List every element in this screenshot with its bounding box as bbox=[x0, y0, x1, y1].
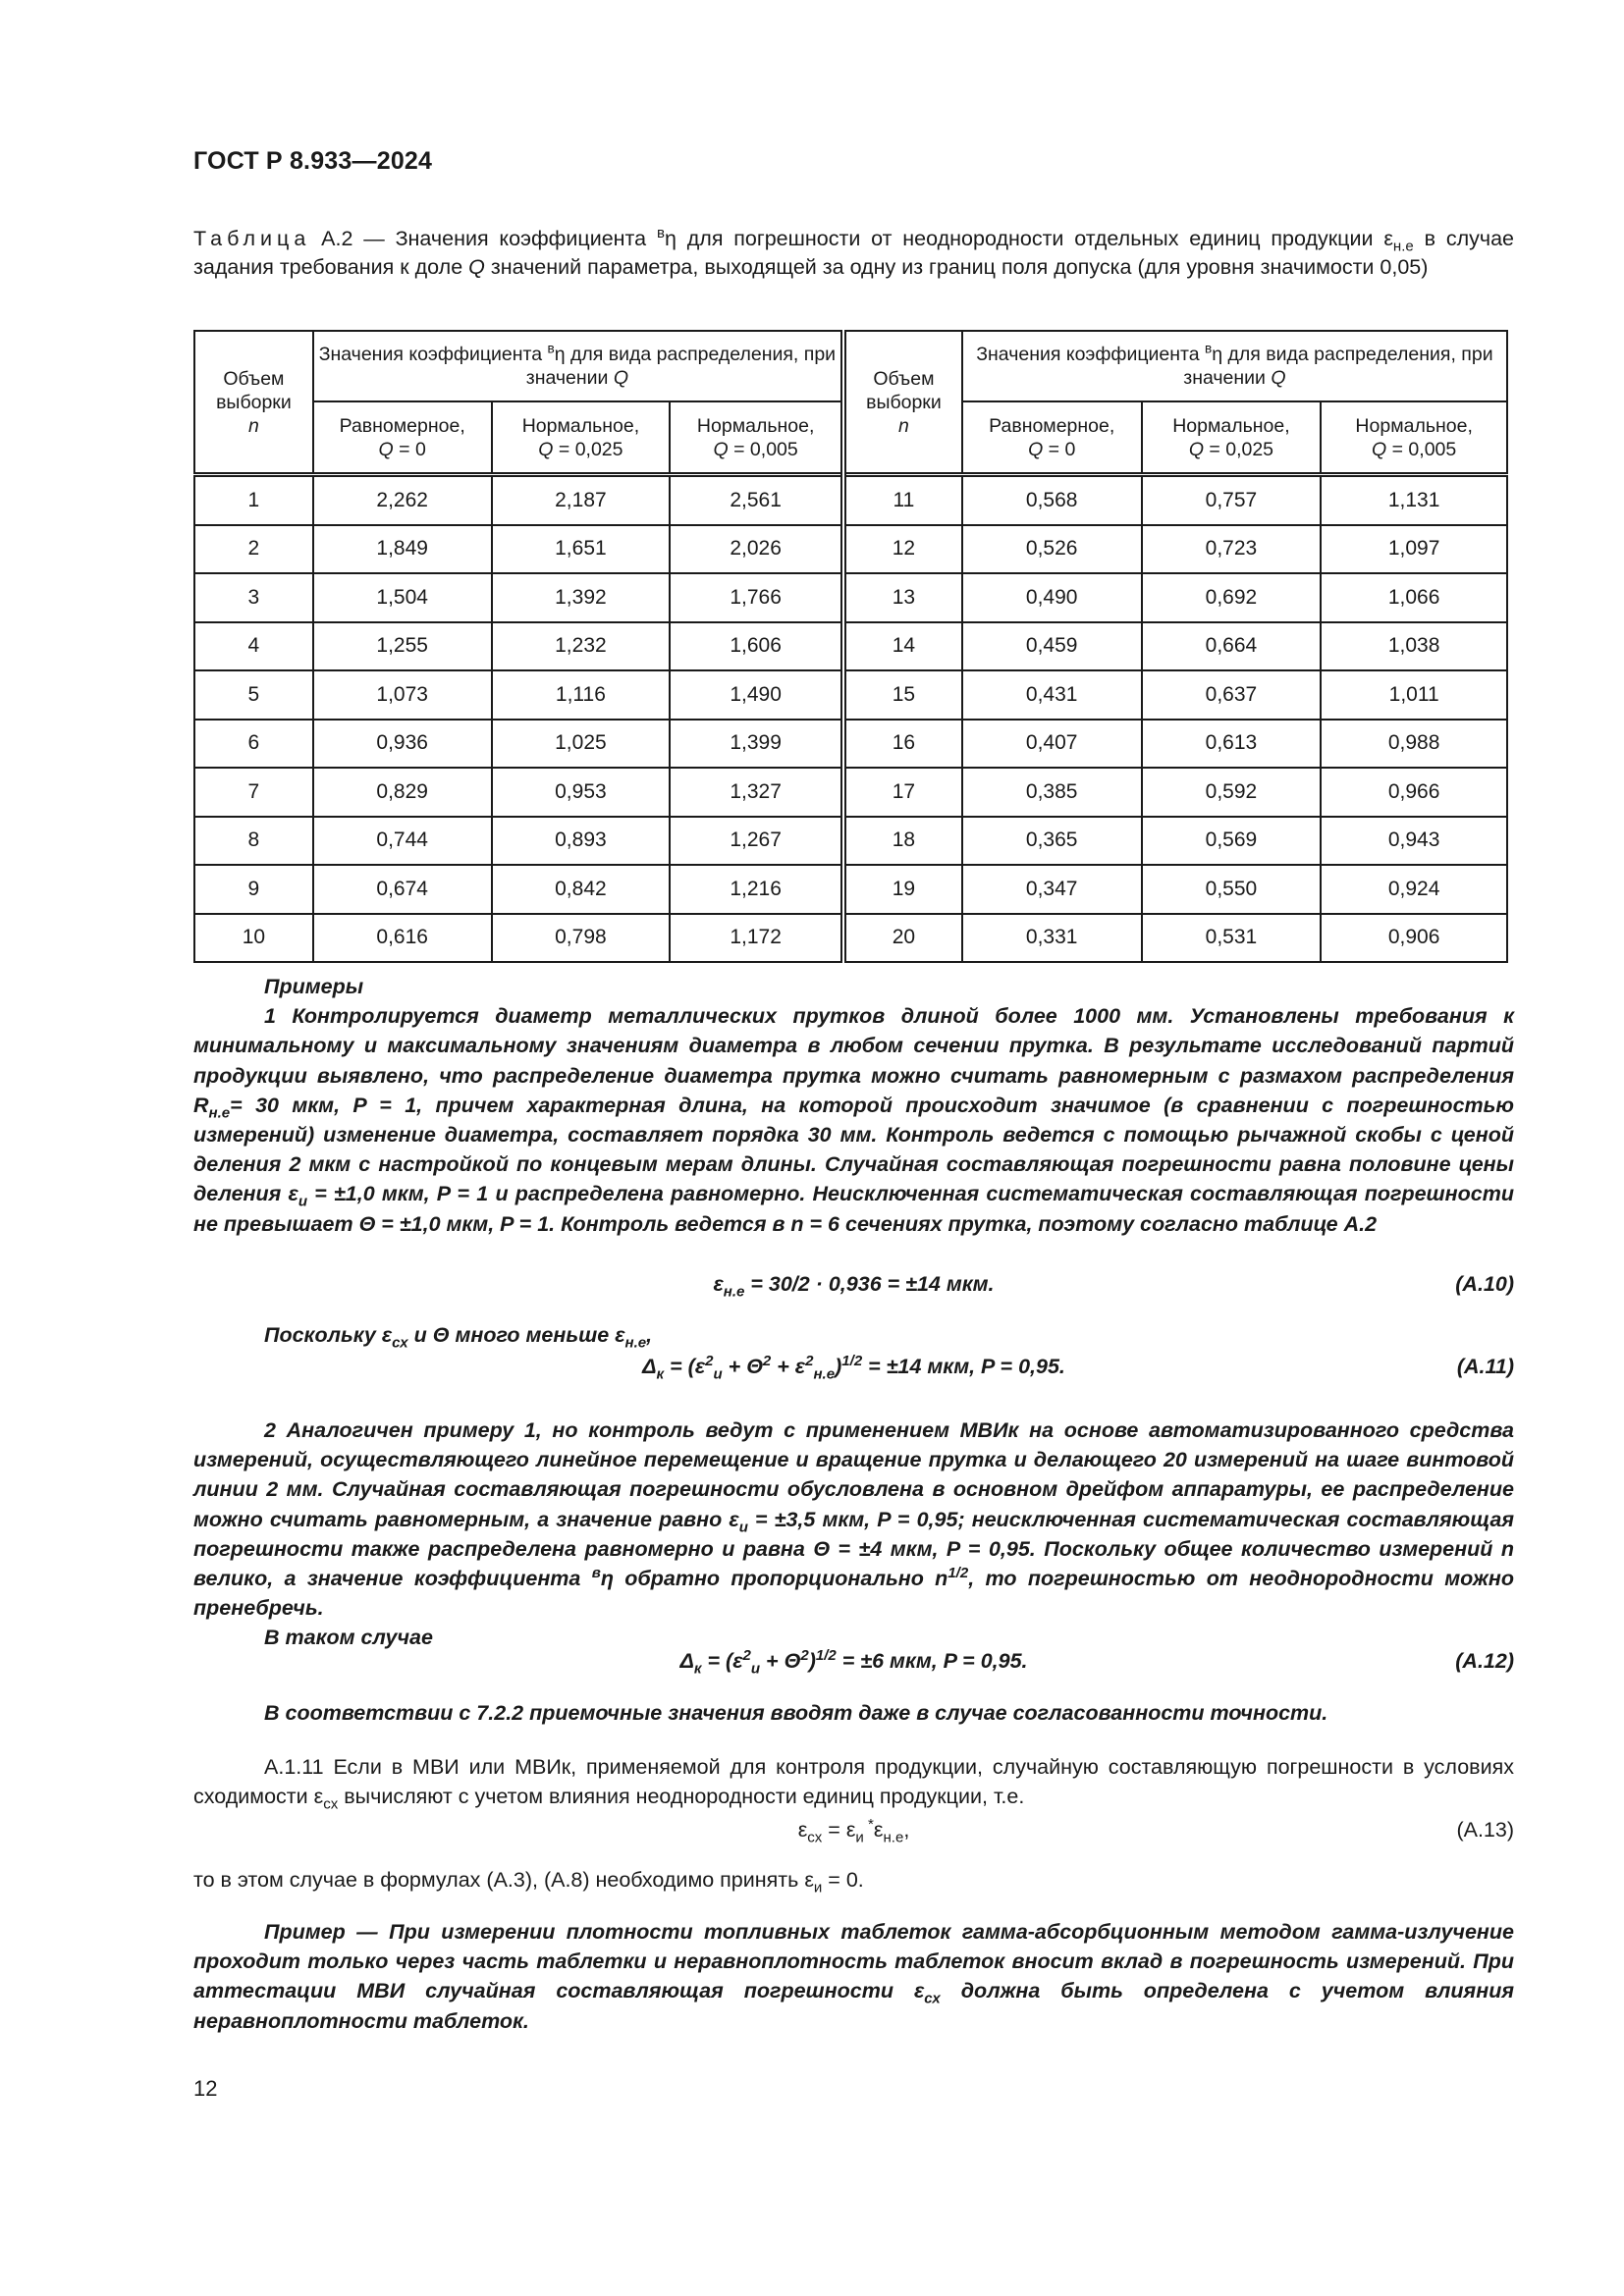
subheader-label: Нормальное, bbox=[696, 414, 815, 437]
document-header: ГОСТ Р 8.933—2024 bbox=[193, 147, 433, 175]
eps-subscript: сх bbox=[924, 1990, 941, 2007]
example-text: = 30 мкм, P = 1, причем характерная длина, на которой происходит значимое (в сравнении с погрешностью измерений) изменение диаметра, составляет порядка 30 мм. Контроль ведется с помощью рычажной скобы с ценой деления 2 мкм с настройкой по концевым мерам длины. Случайная составляющая погрешности равна половине цены деления bbox=[193, 1093, 1514, 1206]
header-group bbox=[962, 331, 1507, 401]
eps-symbol: ε bbox=[313, 1785, 324, 1809]
subheader-value: = 0 bbox=[1043, 438, 1076, 460]
coefficient-cell: 1,504 bbox=[313, 573, 492, 622]
eps-subscript: сх bbox=[323, 1795, 339, 1813]
formula-number: (А.12) bbox=[1455, 1649, 1514, 1673]
table-row bbox=[194, 914, 1507, 963]
coefficient-cell: 1,849 bbox=[313, 525, 492, 574]
formula-expression bbox=[193, 1272, 1514, 1301]
coefficient-cell: 1,038 bbox=[1321, 622, 1507, 671]
table-row bbox=[194, 865, 1507, 914]
eps-subscript: и bbox=[855, 1829, 864, 1846]
coefficient-cell: 1,766 bbox=[670, 573, 843, 622]
power: 1/2 bbox=[815, 1646, 837, 1664]
coef-symbol: η bbox=[554, 344, 566, 365]
coefficient-cell: 0,924 bbox=[1321, 865, 1507, 914]
formula-part: + ε bbox=[771, 1355, 806, 1378]
coefficient-cell: 0,798 bbox=[492, 914, 671, 963]
example-2-text bbox=[193, 1415, 1514, 1623]
r-symbol: R bbox=[193, 1093, 209, 1117]
section-a111-paragraph bbox=[193, 1752, 1514, 1811]
formula-number: (А.11) bbox=[1456, 1355, 1514, 1378]
sample-size-cell: 11 bbox=[843, 475, 962, 525]
subscript: u bbox=[750, 1660, 761, 1678]
coefficient-cell: 1,267 bbox=[670, 817, 843, 866]
coef-superscript: в bbox=[547, 341, 555, 356]
coefficient-cell: 0,664 bbox=[1142, 622, 1322, 671]
subheader-label: Нормальное, bbox=[521, 414, 640, 437]
coefficient-cell: 0,692 bbox=[1142, 573, 1322, 622]
eps-subscript: сх bbox=[392, 1334, 408, 1352]
table-row bbox=[194, 573, 1507, 622]
q-symbol: Q bbox=[538, 438, 554, 460]
formula-expression bbox=[193, 1815, 1514, 1846]
coefficient-cell: 0,829 bbox=[313, 768, 492, 817]
subheader-normal-0025 bbox=[1142, 401, 1322, 475]
coefficient-cell: 1,025 bbox=[492, 720, 671, 769]
header-label: для вида распределения, при значении bbox=[1183, 344, 1493, 389]
sample-size-cell: 7 bbox=[194, 768, 313, 817]
coefficient-cell: 0,637 bbox=[1142, 670, 1322, 720]
section-text: вычисляют с учетом влияния неоднородности единиц продукции, т.е. bbox=[338, 1785, 1025, 1809]
coefficient-cell: 0,674 bbox=[313, 865, 492, 914]
eps-symbol: ε bbox=[913, 1979, 925, 2003]
eps-symbol: ε bbox=[288, 1182, 298, 1206]
q-symbol: Q bbox=[613, 367, 629, 389]
table-row bbox=[194, 622, 1507, 671]
note-text: должна быть определена с учетом влияния неравноплотности таблеток. bbox=[193, 1979, 1515, 2033]
header-label: Значения коэффициента bbox=[318, 344, 548, 365]
formula-number: (А.10) bbox=[1455, 1272, 1514, 1296]
subheader-value: = 0,025 bbox=[553, 438, 623, 460]
coefficient-cell: 0,459 bbox=[962, 622, 1142, 671]
coefficient-cell: 0,365 bbox=[962, 817, 1142, 866]
subheader-normal-0025 bbox=[492, 401, 671, 475]
example-text: = ±3,5 мкм, P = 0,95; неисключенная систематическая составляющая погрешности также распределена равномерно и равна Θ = ±4 мкм, P = 0,95. Поскольку общее количество измерений n велико, а значение коэффициента bbox=[193, 1507, 1514, 1591]
coef-symbol: η bbox=[600, 1567, 614, 1591]
page-number: 12 bbox=[193, 2076, 218, 2101]
sample-size-cell: 13 bbox=[843, 573, 962, 622]
coefficient-cell: 0,569 bbox=[1142, 817, 1322, 866]
formula-part: = (ε bbox=[701, 1649, 743, 1673]
formula-part: = ±14 мкм, P = 0,95. bbox=[862, 1355, 1065, 1378]
sample-size-cell: 1 bbox=[194, 475, 313, 525]
q-symbol: Q bbox=[713, 438, 729, 460]
coefficient-cell: 0,936 bbox=[313, 720, 492, 769]
note-text: Пример — При измерении плотности топливных таблеток гамма-абсорбционным методом гамма-излучение проходит только через часть таблетки и неравноплотность таблеток вносит вклад в погрешность измерений. При аттестации МВИ случайная составляющая погрешности bbox=[193, 1920, 1514, 2003]
coefficient-cell: 0,526 bbox=[962, 525, 1142, 574]
examples-title: Примеры bbox=[264, 975, 364, 998]
q-symbol: Q bbox=[1028, 438, 1044, 460]
sample-size-cell: 19 bbox=[843, 865, 962, 914]
formula-part: + Θ bbox=[760, 1649, 801, 1673]
coefficient-cell: 1,131 bbox=[1321, 475, 1507, 525]
coefficient-cell: 0,943 bbox=[1321, 817, 1507, 866]
example-note-paragraph bbox=[193, 1917, 1514, 2036]
header-label: Объем выборки bbox=[216, 367, 292, 413]
formula-part: = ε bbox=[822, 1818, 856, 1842]
coefficient-cell: 1,172 bbox=[670, 914, 843, 963]
delta-symbol: Δ bbox=[642, 1355, 657, 1378]
coefficient-cell: 2,026 bbox=[670, 525, 843, 574]
sample-size-cell: 5 bbox=[194, 670, 313, 720]
caption-text: — Значения коэффициента bbox=[352, 227, 657, 250]
coefficient-cell: 0,347 bbox=[962, 865, 1142, 914]
formula-part: ) bbox=[835, 1355, 842, 1378]
coefficient-cell: 2,561 bbox=[670, 475, 843, 525]
sample-size-cell: 2 bbox=[194, 525, 313, 574]
formula-expression bbox=[193, 1646, 1514, 1678]
q-symbol: Q bbox=[468, 255, 485, 279]
formula-part: = (ε bbox=[664, 1355, 706, 1378]
section-text: А.1.11 Если в МВИ или МВИк, применяемой для контроля продукции, случайную составляющую погрешности в условиях сходимости bbox=[193, 1755, 1514, 1809]
eps-subscript: н.е bbox=[883, 1829, 904, 1846]
header-label: Значения коэффициента bbox=[976, 344, 1206, 365]
formula-a10 bbox=[193, 1272, 1514, 1304]
table-row bbox=[194, 720, 1507, 769]
since-text-part: , bbox=[646, 1323, 653, 1347]
sample-size-cell: 12 bbox=[843, 525, 962, 574]
example-text: = ±1,0 мкм, P = 1 и распределена равномерно. Неисключенная систематическая составляющая погрешности не превышает Θ = ±1,0 мкм, P = 1. Контроль ведется в n = 6 сечениях прутка, поэтому согласно таблице А.2 bbox=[193, 1182, 1514, 1236]
coefficient-cell: 1,327 bbox=[670, 768, 843, 817]
example-2 bbox=[193, 1415, 1514, 1653]
coefficient-cell: 1,606 bbox=[670, 622, 843, 671]
formula-number: (А.13) bbox=[1456, 1818, 1514, 1842]
coefficient-cell: 1,255 bbox=[313, 622, 492, 671]
coefficient-cell: 0,331 bbox=[962, 914, 1142, 963]
eps-symbol: ε bbox=[729, 1507, 739, 1531]
examples-block bbox=[193, 972, 1514, 1239]
coef-superscript: в bbox=[591, 1564, 601, 1581]
subheader-value: = 0,005 bbox=[1386, 438, 1457, 460]
q-symbol: Q bbox=[1188, 438, 1204, 460]
table-row bbox=[194, 475, 1507, 525]
section-a111 bbox=[193, 1752, 1514, 1811]
coefficient-cell: 0,531 bbox=[1142, 914, 1322, 963]
subscript: н.е bbox=[813, 1365, 836, 1383]
formula-a12 bbox=[193, 1646, 1514, 1681]
sample-size-cell: 6 bbox=[194, 720, 313, 769]
coefficient-cell: 0,906 bbox=[1321, 914, 1507, 963]
caption-text: в случае задания требования к доле bbox=[193, 227, 1514, 279]
eps-subscript: н.е bbox=[723, 1283, 745, 1301]
coefficient-cell: 1,392 bbox=[492, 573, 671, 622]
formula-a11 bbox=[193, 1352, 1514, 1386]
subheader-label: Нормальное, bbox=[1172, 414, 1290, 437]
coefficient-cell: 0,613 bbox=[1142, 720, 1322, 769]
coef-superscript: в bbox=[656, 224, 665, 241]
header-label: для вида распределения, при значении bbox=[525, 344, 837, 389]
table-row bbox=[194, 817, 1507, 866]
subheader-value: = 0,025 bbox=[1204, 438, 1274, 460]
coefficient-cell: 2,187 bbox=[492, 475, 671, 525]
sample-size-cell: 8 bbox=[194, 817, 313, 866]
coefficient-cell: 0,407 bbox=[962, 720, 1142, 769]
example-1 bbox=[193, 1001, 1514, 1239]
r-subscript: н.е bbox=[208, 1104, 231, 1122]
table-row bbox=[194, 670, 1507, 720]
sample-size-cell: 9 bbox=[194, 865, 313, 914]
table-row bbox=[194, 525, 1507, 574]
since-text bbox=[193, 1320, 1514, 1350]
header-label: Объем выборки bbox=[866, 367, 942, 413]
example-text: 1 Контролируется диаметр металлических прутков длиной более 1000 мм. Установлены требования к минимальному и максимальному значениям диаметра в любом сечении прутка. В результате исследований партий продукции выявлено, что распределение диаметра прутка можно считать равномерным с размахом распределения bbox=[193, 1004, 1514, 1088]
coefficient-cell: 0,550 bbox=[1142, 865, 1322, 914]
coefficient-cell: 0,953 bbox=[492, 768, 671, 817]
coefficient-cell: 0,723 bbox=[1142, 525, 1322, 574]
sample-size-cell: 14 bbox=[843, 622, 962, 671]
coefficient-cell: 0,893 bbox=[492, 817, 671, 866]
formula-rhs: = 30/2 · 0,936 = ±14 мкм. bbox=[744, 1272, 995, 1296]
power: 2 bbox=[800, 1646, 809, 1664]
eps-symbol: ε bbox=[797, 1818, 808, 1842]
q-symbol: Q bbox=[378, 438, 394, 460]
eps-subscript: и bbox=[813, 1879, 823, 1896]
delta-subscript: к bbox=[656, 1365, 665, 1383]
eps-subscript: н.е bbox=[624, 1334, 647, 1352]
subheader-normal-0005 bbox=[670, 401, 843, 475]
subheader-label: Равномерное, bbox=[989, 414, 1115, 437]
coefficient-cell: 0,744 bbox=[313, 817, 492, 866]
sample-size-cell: 3 bbox=[194, 573, 313, 622]
subheader-uniform bbox=[313, 401, 492, 475]
formula-part: ) bbox=[808, 1649, 816, 1673]
coefficient-cell: 1,097 bbox=[1321, 525, 1507, 574]
subheader-normal-0005 bbox=[1321, 401, 1507, 475]
eps-symbol: ε bbox=[381, 1323, 393, 1347]
coef-symbol: η bbox=[1212, 344, 1223, 365]
coefficient-cell: 1,116 bbox=[492, 670, 671, 720]
subheader-label: Нормальное, bbox=[1355, 414, 1473, 437]
coefficient-cell: 1,011 bbox=[1321, 670, 1507, 720]
sample-size-cell: 16 bbox=[843, 720, 962, 769]
q-symbol: Q bbox=[1372, 438, 1387, 460]
power: 1/2 bbox=[947, 1564, 969, 1581]
coefficient-cell: 1,066 bbox=[1321, 573, 1507, 622]
formula-part: = ±6 мкм, P = 0,95. bbox=[836, 1649, 1028, 1673]
formula-expression bbox=[193, 1352, 1514, 1383]
coefficient-cell: 0,431 bbox=[962, 670, 1142, 720]
coef-superscript: в bbox=[1205, 341, 1213, 356]
coefficient-cell: 1,216 bbox=[670, 865, 843, 914]
coefficient-cell: 0,757 bbox=[1142, 475, 1322, 525]
header-group bbox=[313, 331, 843, 401]
coefficient-cell: 0,568 bbox=[962, 475, 1142, 525]
formula-a13 bbox=[193, 1815, 1514, 1849]
eps-subscript: сх bbox=[807, 1829, 823, 1846]
accordance-text bbox=[193, 1698, 1514, 1728]
coefficient-cell: 0,842 bbox=[492, 865, 671, 914]
eps-symbol: ε bbox=[615, 1323, 625, 1347]
subheader-uniform bbox=[962, 401, 1142, 475]
delta-symbol: Δ bbox=[679, 1649, 694, 1673]
subheader-label: Равномерное, bbox=[339, 414, 465, 437]
example-text: , то погрешностью от неоднородности можно пренебречь. bbox=[193, 1567, 1514, 1621]
coefficient-table bbox=[193, 330, 1508, 963]
then-text-part: то в этом случае в формулах (А.3), (А.8) необходимо принять bbox=[193, 1868, 805, 1892]
delta-subscript: к bbox=[693, 1660, 702, 1678]
sample-size-cell: 20 bbox=[843, 914, 962, 963]
header-var: n bbox=[247, 414, 259, 437]
caption-text: для погрешности от неоднородности отдельных единиц продукции bbox=[676, 227, 1384, 250]
coefficient-cell: 0,385 bbox=[962, 768, 1142, 817]
subscript: u bbox=[713, 1365, 723, 1383]
in-this-case: В таком случае bbox=[264, 1626, 433, 1650]
coefficient-cell: 0,966 bbox=[1321, 768, 1507, 817]
sample-size-cell: 15 bbox=[843, 670, 962, 720]
eps-subscript: u bbox=[298, 1193, 308, 1210]
sample-size-cell: 17 bbox=[843, 768, 962, 817]
coefficient-cell: 0,988 bbox=[1321, 720, 1507, 769]
coefficient-cell: 0,490 bbox=[962, 573, 1142, 622]
since-text-part: Поскольку bbox=[264, 1323, 382, 1347]
eps-symbol: ε bbox=[804, 1868, 814, 1892]
q-symbol: Q bbox=[1271, 367, 1286, 389]
table-caption bbox=[193, 225, 1514, 282]
eps-subscript: н.е bbox=[1392, 238, 1414, 255]
coefficient-cell: 1,651 bbox=[492, 525, 671, 574]
header-var: n bbox=[897, 414, 909, 437]
sample-size-cell: 4 bbox=[194, 622, 313, 671]
caption-label: Таблица bbox=[193, 227, 311, 250]
coefficient-cell: 0,616 bbox=[313, 914, 492, 963]
accordance-paragraph: В соответствии с 7.2.2 приемочные значения вводят даже в случае согласованности точности. bbox=[264, 1701, 1328, 1725]
example-text: 2 Аналогичен примеру 1, но контроль ведут с применением МВИк на основе автоматизированного средства измерений, осуществляющего линейное перемещение и вращение прутка и делающего 20 измерений на шаге винтовой линии 2 мм. Случайная составляющая погрешности обусловлена в основном дрейфом аппаратуры, ее распределение можно считать равномерным, а значение равно bbox=[193, 1418, 1514, 1531]
sample-size-cell: 18 bbox=[843, 817, 962, 866]
header-sample-size bbox=[843, 331, 962, 475]
power: 2 bbox=[762, 1352, 772, 1369]
formula-part: , bbox=[903, 1818, 910, 1842]
since-text-part: и Θ много меньше bbox=[407, 1323, 616, 1347]
coef-symbol: η bbox=[664, 227, 677, 250]
eps-symbol: ε bbox=[713, 1272, 724, 1296]
caption-text: значений параметра, выходящей за одну из границ поля допуска (для уровня значимости 0,05) bbox=[484, 255, 1429, 279]
coefficient-cell: 2,262 bbox=[313, 475, 492, 525]
coefficient-cell: 1,073 bbox=[313, 670, 492, 720]
header-sample-size bbox=[194, 331, 313, 475]
coefficient-cell: 1,232 bbox=[492, 622, 671, 671]
sample-size-cell: 10 bbox=[194, 914, 313, 963]
subheader-value: = 0,005 bbox=[728, 438, 798, 460]
subheader-value: = 0 bbox=[393, 438, 426, 460]
then-text-part: = 0. bbox=[822, 1868, 864, 1892]
coefficient-cell: 1,490 bbox=[670, 670, 843, 720]
power: 2 bbox=[742, 1646, 751, 1664]
then-text bbox=[193, 1865, 1514, 1895]
formula-part: * bbox=[863, 1815, 874, 1833]
power: 2 bbox=[705, 1352, 714, 1369]
eps-symbol: ε bbox=[1383, 227, 1393, 250]
table-body bbox=[194, 475, 1507, 963]
eps-subscript: u bbox=[738, 1518, 748, 1535]
table-row bbox=[194, 768, 1507, 817]
example-text: обратно пропорционально n bbox=[613, 1567, 948, 1591]
example-note bbox=[193, 1917, 1514, 2036]
eps-symbol: ε bbox=[873, 1818, 884, 1842]
caption-number: А.2 bbox=[321, 227, 353, 250]
coefficient-cell: 1,399 bbox=[670, 720, 843, 769]
coefficient-cell: 0,592 bbox=[1142, 768, 1322, 817]
formula-part: + Θ bbox=[722, 1355, 763, 1378]
power: 2 bbox=[805, 1352, 814, 1369]
power: 1/2 bbox=[841, 1352, 863, 1369]
